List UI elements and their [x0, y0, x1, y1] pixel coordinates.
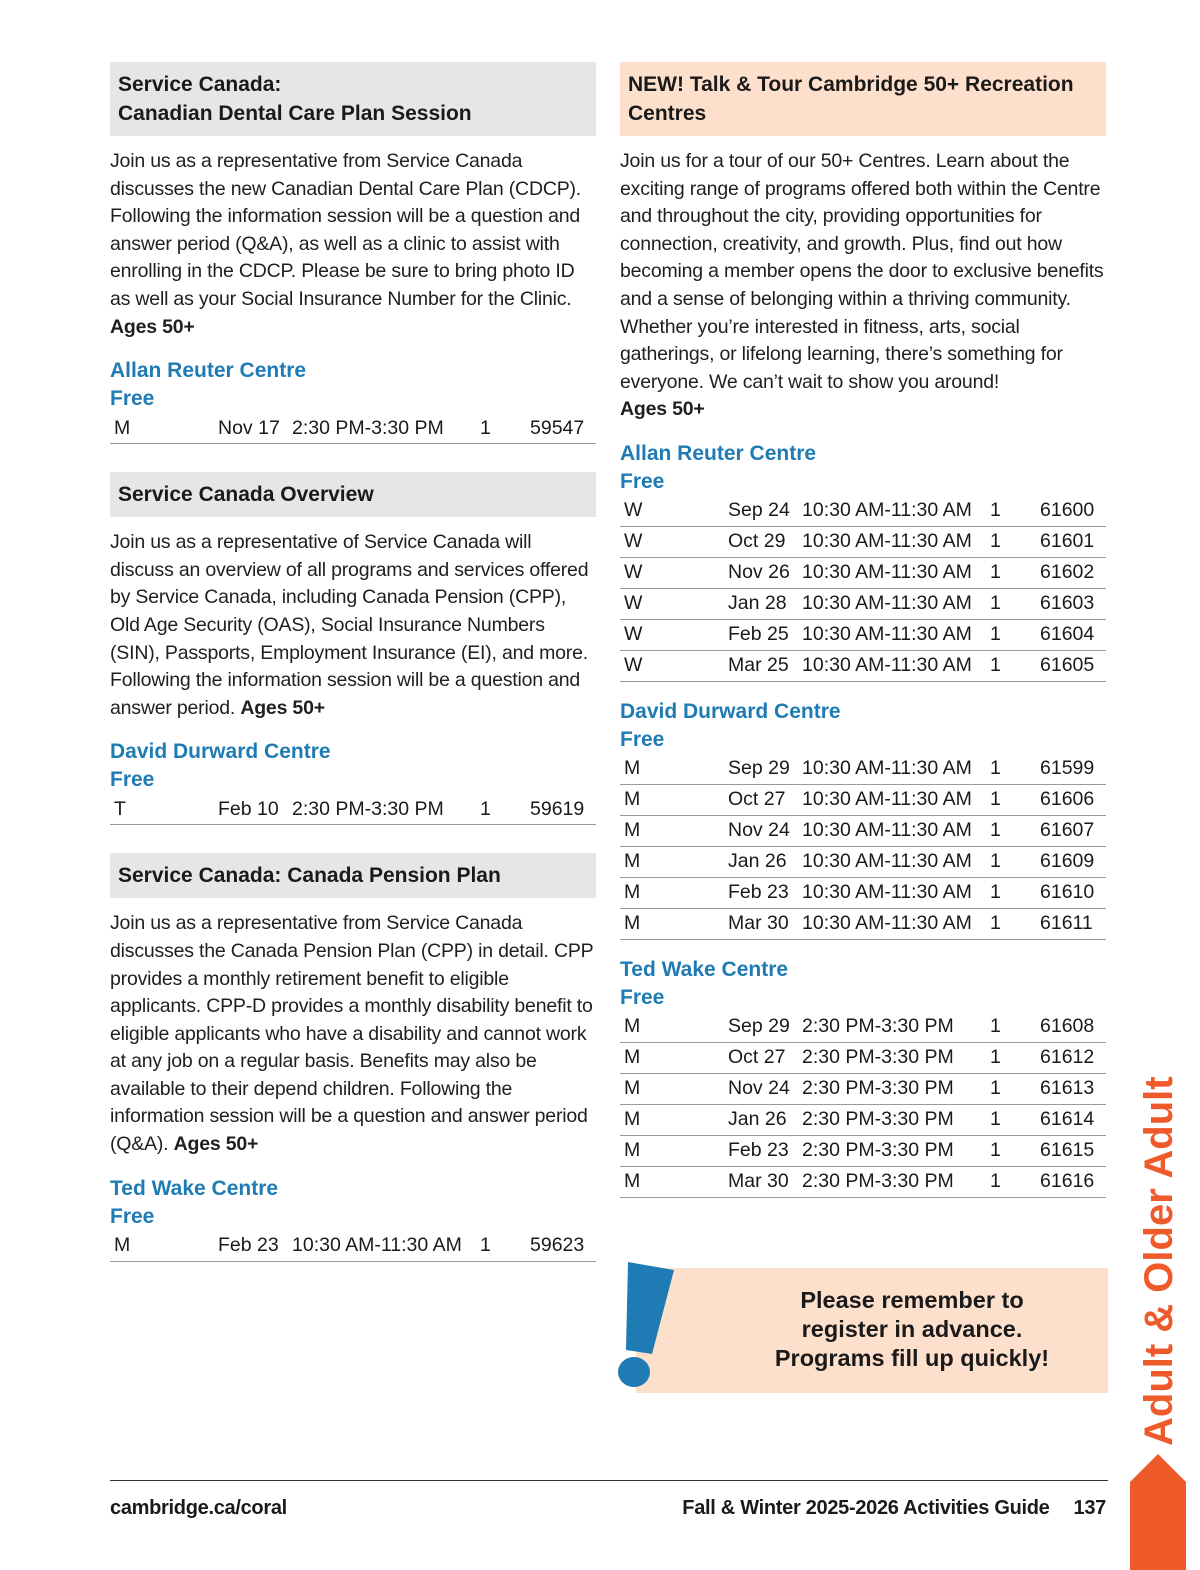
schedule-date: Sep 24: [728, 496, 802, 527]
schedule-sessions: 1: [990, 526, 1040, 557]
schedule-row: [620, 557, 1106, 588]
location-name: Ted Wake Centre: [110, 1176, 279, 1200]
program-title-line2: Canadian Dental Care Plan Session: [118, 102, 472, 125]
schedule-time: 10:30 AM-11:30 AM: [802, 784, 990, 815]
schedule-time: 2:30 PM-3:30 PM: [802, 1042, 990, 1073]
schedule-day: W: [620, 619, 728, 650]
schedule-sessions: 1: [990, 588, 1040, 619]
schedule-course-code: 61607: [1040, 815, 1106, 846]
age-range: Ages 50+: [173, 1133, 259, 1156]
location-name: Ted Wake Centre: [620, 957, 789, 981]
schedule-row: [620, 1042, 1106, 1073]
schedule-date: Sep 29: [728, 1012, 802, 1043]
schedule-table: [620, 496, 1106, 682]
schedule-row: [620, 650, 1106, 681]
schedule-row: [620, 496, 1106, 527]
schedule-course-code: 61601: [1040, 526, 1106, 557]
schedule-sessions: 1: [990, 650, 1040, 681]
schedule-date: Jan 26: [728, 846, 802, 877]
schedule-time: 10:30 AM-11:30 AM: [802, 496, 990, 527]
schedule-time: 2:30 PM-3:30 PM: [802, 1012, 990, 1043]
schedule-time: 2:30 PM-3:30 PM: [292, 413, 480, 444]
schedule-row: [110, 794, 596, 825]
program-title: Service Canada Overview: [110, 472, 596, 517]
exclamation-icon: [606, 1262, 676, 1392]
schedule-day: M: [620, 815, 728, 846]
fee-label: Free: [110, 387, 155, 411]
program-title: Service Canada: Canada Pension Plan: [110, 853, 596, 898]
schedule-day: M: [620, 754, 728, 785]
register-reminder-box: [636, 1268, 1108, 1393]
schedule-day: M: [620, 877, 728, 908]
schedule-sessions: 1: [990, 1166, 1040, 1197]
fee-label: Free: [110, 1204, 155, 1228]
schedule-course-code: 61604: [1040, 619, 1106, 650]
schedule-row: [620, 784, 1106, 815]
location-name: David Durward Centre: [620, 699, 841, 723]
schedule-time: 10:30 AM-11:30 AM: [802, 815, 990, 846]
schedule-row: [620, 588, 1106, 619]
schedule-day: M: [110, 413, 218, 444]
program-title: [620, 62, 1106, 136]
schedule-course-code: 61603: [1040, 588, 1106, 619]
schedule-date: Jan 28: [728, 588, 802, 619]
schedule-course-code: 61612: [1040, 1042, 1106, 1073]
centre-allan-reuter: [620, 440, 1106, 682]
schedule-row: [620, 815, 1106, 846]
schedule-time: 10:30 AM-11:30 AM: [802, 619, 990, 650]
schedule-sessions: 1: [990, 754, 1040, 785]
right-column: [620, 62, 1106, 1198]
schedule-course-code: 59619: [530, 794, 596, 825]
footer-website: cambridge.ca/coral: [110, 1497, 287, 1519]
schedule-date: Oct 29: [728, 526, 802, 557]
schedule-course-code: 61599: [1040, 754, 1106, 785]
schedule-row: [620, 526, 1106, 557]
schedule-course-code: 61614: [1040, 1104, 1106, 1135]
reminder-text: Please remember to register in advance. Programs fill up quickly!: [774, 1287, 1050, 1371]
schedule-sessions: 1: [990, 1012, 1040, 1043]
schedule-time: 10:30 AM-11:30 AM: [802, 526, 990, 557]
schedule-day: T: [110, 794, 218, 825]
schedule-date: Oct 27: [728, 784, 802, 815]
program-title-line1: Service Canada:: [118, 73, 282, 96]
schedule-course-code: 61611: [1040, 908, 1106, 939]
schedule-table: [620, 1012, 1106, 1198]
schedule-time: 10:30 AM-11:30 AM: [292, 1231, 480, 1262]
schedule-day: M: [620, 784, 728, 815]
program-description: Join us as a representative from Service Canada discusses the Canada Pension Plan (CPP) in detail. CPP provides a monthly retirement benefit to eligible applicants. CPP-D provides a monthly disability benefit to eligible applicants who have a disability and cannot work at any job on a regular basis. Benefits may also be available to their depend children. Following the information session will be a question and answer period (Q&A). Ages 50+: [110, 912, 594, 1156]
age-range: Ages 50+: [110, 315, 195, 338]
schedule-date: Nov 26: [728, 557, 802, 588]
schedule-time: 2:30 PM-3:30 PM: [802, 1073, 990, 1104]
schedule-course-code: 61608: [1040, 1012, 1106, 1043]
schedule-date: Feb 25: [728, 619, 802, 650]
schedule-date: Nov 24: [728, 815, 802, 846]
schedule-day: M: [620, 1166, 728, 1197]
schedule-day: M: [620, 1073, 728, 1104]
schedule-row: [620, 619, 1106, 650]
schedule-row: [620, 754, 1106, 785]
schedule-row: [110, 1231, 596, 1262]
centre-david-durward: [620, 698, 1106, 940]
location-name: Allan Reuter Centre: [110, 359, 307, 383]
schedule-day: M: [620, 908, 728, 939]
schedule-sessions: 1: [990, 557, 1040, 588]
program-title-line1: NEW! Talk & Tour Cambridge 50+ Recreation: [628, 73, 1074, 96]
schedule-table: [110, 1231, 596, 1262]
schedule-sessions: 1: [990, 908, 1040, 939]
schedule-course-code: 61600: [1040, 496, 1106, 527]
schedule-course-code: 61602: [1040, 557, 1106, 588]
schedule-row: [620, 846, 1106, 877]
schedule-time: 10:30 AM-11:30 AM: [802, 650, 990, 681]
schedule-day: M: [620, 1104, 728, 1135]
schedule-time: 10:30 AM-11:30 AM: [802, 754, 990, 785]
program-description: Join us as a representative from Service Canada discusses the new Canadian Dental Care Plan (CDCP). Following the information session will be a question and answer period (Q&A), as well as a clinic to assist with enrolling in the CDCP. Please be sure to bring photo ID as well as your Social Insurance Number for the Clinic. Ages 50+: [110, 150, 582, 338]
schedule-table: [110, 794, 596, 825]
schedule-time: 10:30 AM-11:30 AM: [802, 846, 990, 877]
program-description: Join us for a tour of our 50+ Centres. Learn about the exciting range of programs offered both within the Centre and throughout the city, providing opportunities for connection, creativity, and growth. Plus, find out how becoming a member opens the door to exclusive benefits and a sense of belonging within a thriving community. Whether you’re interested in fitness, arts, social gatherings, or lifelong learning, there’s something for everyone. We can’t wait to show you around! Ages 50+: [620, 150, 1104, 421]
schedule-table: [110, 413, 596, 444]
schedule-time: 2:30 PM-3:30 PM: [292, 794, 480, 825]
schedule-course-code: 61616: [1040, 1166, 1106, 1197]
fee-label: Free: [620, 985, 665, 1009]
schedule-sessions: 1: [480, 794, 530, 825]
schedule-sessions: 1: [990, 877, 1040, 908]
fee-label: Free: [110, 768, 155, 792]
program-title-line2: Centres: [628, 102, 707, 125]
schedule-day: W: [620, 588, 728, 619]
schedule-row: [110, 413, 596, 444]
schedule-time: 10:30 AM-11:30 AM: [802, 557, 990, 588]
schedule-date: Sep 29: [728, 754, 802, 785]
schedule-day: W: [620, 526, 728, 557]
schedule-sessions: 1: [990, 1135, 1040, 1166]
schedule-sessions: 1: [990, 815, 1040, 846]
footer-guide: [682, 1497, 1106, 1520]
schedule-day: W: [620, 557, 728, 588]
schedule-date: Mar 30: [728, 1166, 802, 1197]
schedule-date: Feb 23: [728, 877, 802, 908]
schedule-row: [620, 1104, 1106, 1135]
footer-guide-title: Fall & Winter 2025-2026 Activities Guide: [682, 1497, 1050, 1519]
schedule-day: M: [620, 1135, 728, 1166]
schedule-date: Feb 10: [218, 794, 292, 825]
schedule-table: [620, 754, 1106, 940]
schedule-course-code: 61610: [1040, 877, 1106, 908]
schedule-day: M: [110, 1231, 218, 1262]
schedule-day: M: [620, 846, 728, 877]
schedule-time: 2:30 PM-3:30 PM: [802, 1135, 990, 1166]
schedule-date: Feb 23: [218, 1231, 292, 1262]
schedule-sessions: 1: [990, 846, 1040, 877]
schedule-date: Feb 23: [728, 1135, 802, 1166]
program-service-canada-dental: [110, 62, 596, 444]
schedule-time: 2:30 PM-3:30 PM: [802, 1166, 990, 1197]
schedule-row: [620, 1135, 1106, 1166]
schedule-row: [620, 877, 1106, 908]
schedule-time: 10:30 AM-11:30 AM: [802, 908, 990, 939]
program-description: Join us as a representative of Service Canada will discuss an overview of all programs and services offered by Service Canada, including Canada Pension (CPP), Old Age Security (OAS), Social Insurance Numbers (SIN), Passports, Employment Insurance (EI), and more. Following the information session will be a question and answer period. Ages 50+: [110, 531, 589, 719]
age-range: Ages 50+: [240, 696, 325, 719]
section-tab-arrow: [1130, 1454, 1186, 1570]
schedule-date: Mar 25: [728, 650, 802, 681]
schedule-sessions: 1: [990, 1104, 1040, 1135]
schedule-course-code: 61606: [1040, 784, 1106, 815]
schedule-sessions: 1: [990, 1073, 1040, 1104]
location-name: Allan Reuter Centre: [620, 441, 817, 465]
fee-label: Free: [620, 469, 665, 493]
program-service-canada-cpp: [110, 853, 596, 1261]
left-column: [110, 62, 596, 1290]
program-service-canada-overview: [110, 472, 596, 825]
schedule-course-code: 61605: [1040, 650, 1106, 681]
schedule-course-code: 59547: [530, 413, 596, 444]
centre-ted-wake: [620, 956, 1106, 1198]
schedule-sessions: 1: [480, 413, 530, 444]
schedule-day: M: [620, 1012, 728, 1043]
schedule-row: [620, 1073, 1106, 1104]
schedule-row: [620, 908, 1106, 939]
schedule-course-code: 61615: [1040, 1135, 1106, 1166]
schedule-time: 2:30 PM-3:30 PM: [802, 1104, 990, 1135]
section-tab-label: Adult & Older Adult: [1137, 1076, 1181, 1446]
schedule-date: Nov 17: [218, 413, 292, 444]
schedule-course-code: 61609: [1040, 846, 1106, 877]
schedule-sessions: 1: [990, 619, 1040, 650]
schedule-row: [620, 1166, 1106, 1197]
schedule-day: W: [620, 496, 728, 527]
fee-label: Free: [620, 727, 665, 751]
program-title: [110, 62, 596, 136]
footer-divider: [110, 1480, 1108, 1481]
schedule-time: 10:30 AM-11:30 AM: [802, 877, 990, 908]
schedule-course-code: 61613: [1040, 1073, 1106, 1104]
schedule-sessions: 1: [990, 784, 1040, 815]
schedule-date: Nov 24: [728, 1073, 802, 1104]
schedule-row: [620, 1012, 1106, 1043]
page-number: 137: [1073, 1497, 1106, 1519]
schedule-date: Mar 30: [728, 908, 802, 939]
schedule-date: Jan 26: [728, 1104, 802, 1135]
schedule-time: 10:30 AM-11:30 AM: [802, 588, 990, 619]
schedule-sessions: 1: [990, 496, 1040, 527]
schedule-date: Oct 27: [728, 1042, 802, 1073]
age-range: Ages 50+: [620, 398, 705, 421]
schedule-day: W: [620, 650, 728, 681]
schedule-day: M: [620, 1042, 728, 1073]
schedule-sessions: 1: [990, 1042, 1040, 1073]
schedule-sessions: 1: [480, 1231, 530, 1262]
schedule-course-code: 59623: [530, 1231, 596, 1262]
location-name: David Durward Centre: [110, 740, 331, 764]
